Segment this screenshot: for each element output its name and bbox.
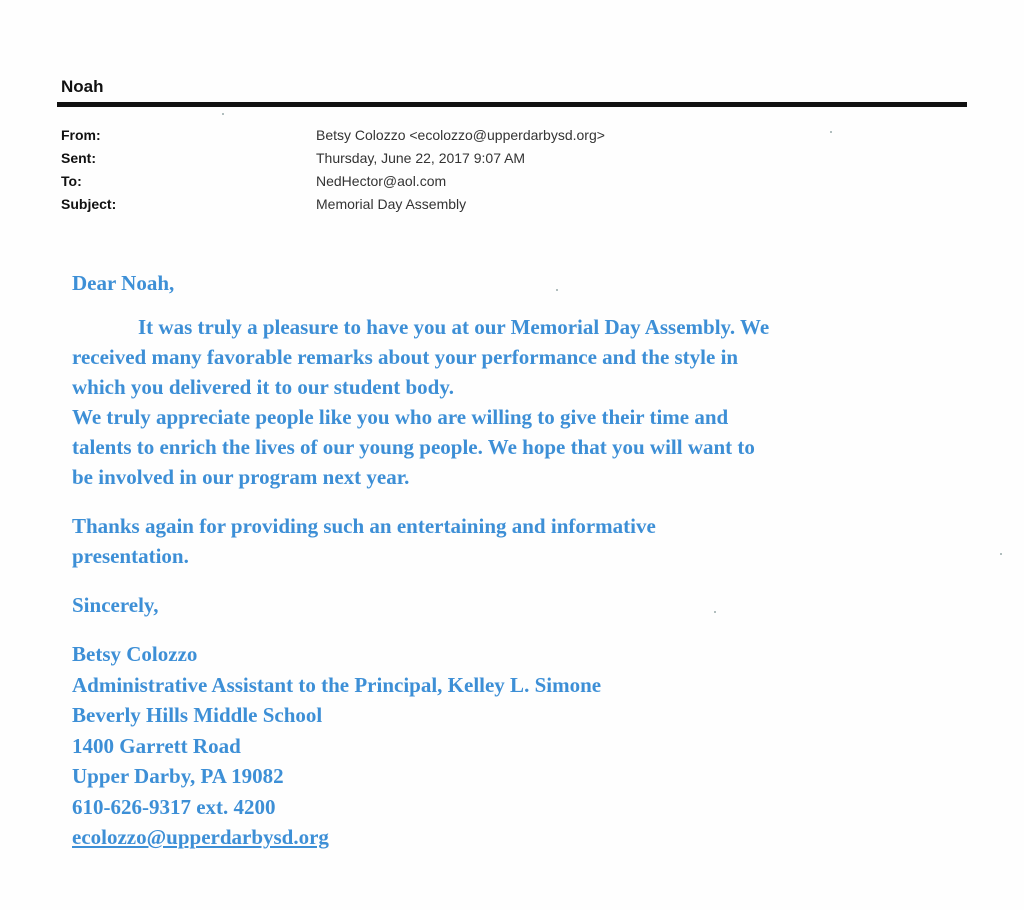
to-value: NedHector@aol.com xyxy=(316,173,447,189)
paragraph-1-line: received many favorable remarks about your performance and the style in xyxy=(72,345,739,369)
letter-closing: Sincerely, xyxy=(72,593,159,617)
sent-value: Thursday, June 22, 2017 9:07 AM xyxy=(316,150,526,166)
subject-value: Memorial Day Assembly xyxy=(316,196,467,212)
signature-name: Betsy Colozzo xyxy=(72,642,198,666)
paragraph-1-line: It was truly a pleasure to have you at our Memorial Day Assembly. We xyxy=(138,315,770,339)
letter-greeting: Dear Noah, xyxy=(72,271,175,295)
letter-body xyxy=(72,268,972,853)
paragraph-3-line: Thanks again for providing such an entertaining and informative xyxy=(72,514,656,538)
signature-phone: 610-626-9317 ext. 4200 xyxy=(72,794,276,819)
scan-speck xyxy=(222,113,224,115)
mailbox-owner-name: Noah xyxy=(61,77,104,96)
subject-label: Subject: xyxy=(61,196,117,212)
paragraph-2-line: We truly appreciate people like you who are willing to give their time and xyxy=(72,405,729,429)
signature-street: 1400 Garrett Road xyxy=(72,733,241,758)
paragraph-2-line: be involved in our program next year. xyxy=(72,465,410,489)
signature-title: Administrative Assistant to the Principal, Kelley L. Simone xyxy=(72,672,602,697)
to-label: To: xyxy=(61,173,82,189)
signature-city: Upper Darby, PA 19082 xyxy=(72,764,284,788)
paragraph-2 xyxy=(72,402,972,492)
sent-label: Sent: xyxy=(61,150,96,166)
header-row-from xyxy=(61,124,605,147)
paragraph-1 xyxy=(72,312,972,402)
paragraph-3-line: presentation. xyxy=(72,544,189,568)
signature-school: Beverly Hills Middle School xyxy=(72,703,323,727)
scan-speck xyxy=(556,289,558,291)
header-divider xyxy=(57,102,967,107)
header-row-to xyxy=(61,170,605,193)
paragraph-3 xyxy=(72,511,972,571)
header-row-sent xyxy=(61,147,605,170)
email-header xyxy=(61,124,605,216)
header-row-subject xyxy=(61,193,605,216)
scan-speck xyxy=(1000,553,1002,555)
from-label: From: xyxy=(61,127,101,143)
signature-email-link[interactable]: ecolozzo@upperdarbysd.org xyxy=(72,825,329,849)
scan-speck xyxy=(830,131,832,133)
paragraph-1-line: which you delivered it to our student body. xyxy=(72,375,454,399)
from-value: Betsy Colozzo <ecolozzo@upperdarbysd.org> xyxy=(316,127,605,143)
paragraph-2-line: talents to enrich the lives of our young people. We hope that you will want to xyxy=(72,435,755,459)
signature-block xyxy=(72,639,972,853)
scan-speck xyxy=(714,611,716,613)
